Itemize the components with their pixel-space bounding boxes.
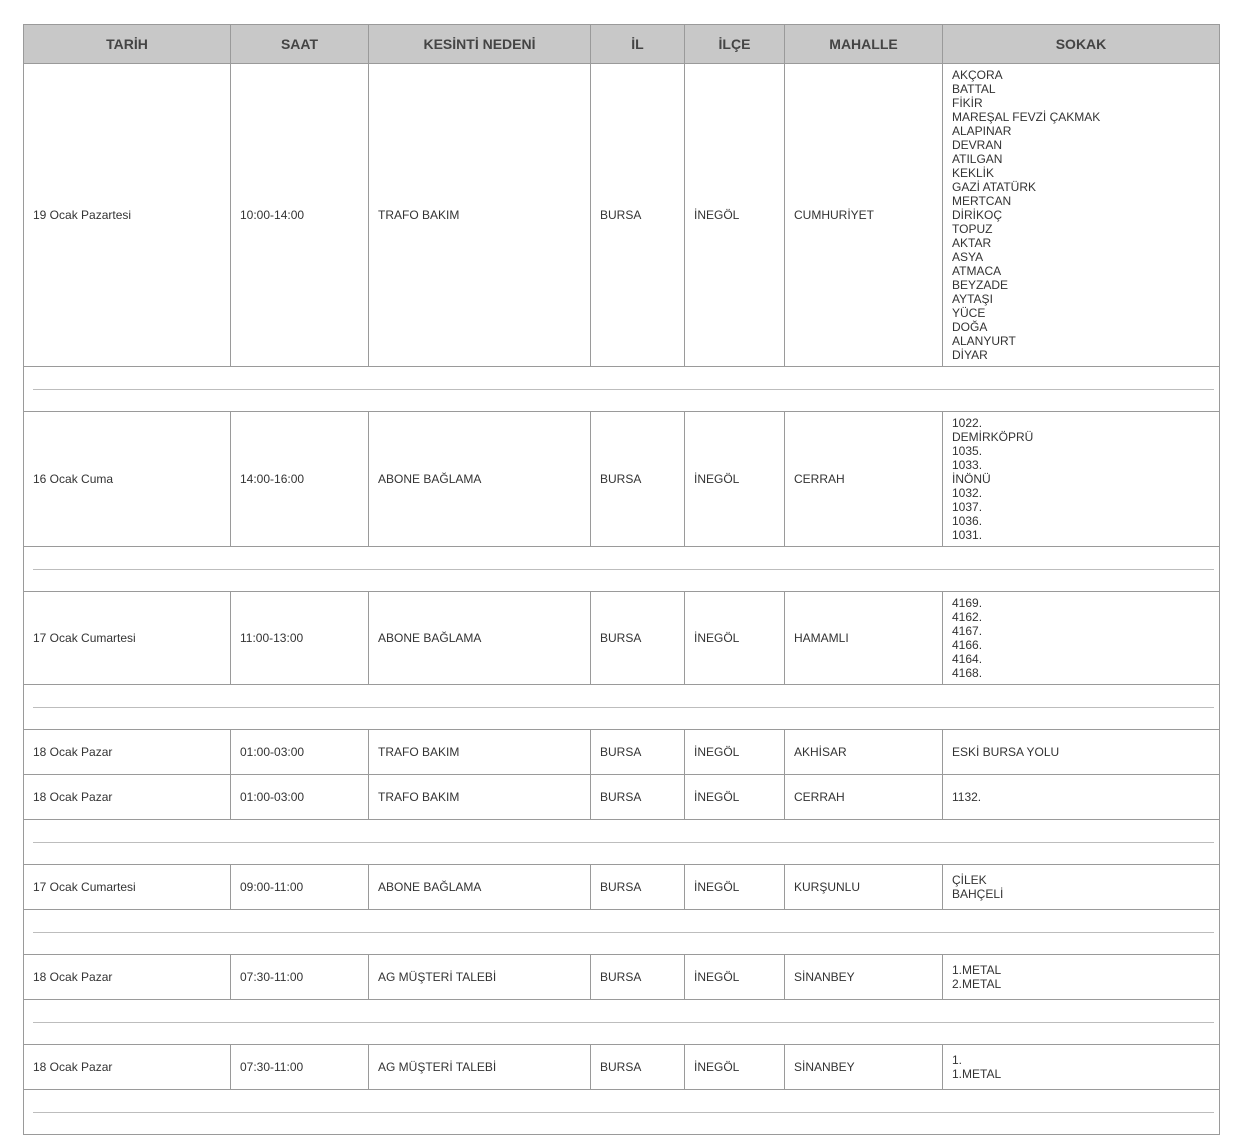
street-name: ASYA: [952, 250, 984, 264]
separator-cell: [24, 1090, 1220, 1135]
street-name: DİRİKOÇ: [952, 208, 1003, 222]
separator-line: [33, 932, 1214, 933]
cell-sokak: [943, 1045, 1220, 1090]
separator-cell: [24, 1000, 1220, 1045]
cell-sokak: [943, 730, 1220, 775]
street-name: 4169.: [952, 596, 983, 610]
cell-sokak: [943, 955, 1220, 1000]
cell-ilce: İNEGÖL: [685, 730, 785, 775]
street-name: ESKİ BURSA YOLU: [952, 745, 1060, 759]
table-row: [24, 64, 1220, 367]
street-name: 1035.: [952, 444, 983, 458]
table-row: [24, 955, 1220, 1000]
header-il: İL: [591, 25, 685, 64]
cell-kesinti-nedeni: AG MÜŞTERİ TALEBİ: [369, 1045, 591, 1090]
street-name: İNÖNÜ: [952, 472, 991, 486]
cell-mahalle: SİNANBEY: [785, 955, 943, 1000]
header-tarih: TARİH: [24, 25, 231, 64]
street-name: 4162.: [952, 610, 983, 624]
separator-cell: [24, 367, 1220, 412]
separator-row: [24, 820, 1220, 865]
table-body: [24, 64, 1220, 1135]
cell-tarih: 19 Ocak Pazartesi: [24, 64, 231, 367]
street-name: ATMACA: [952, 264, 1002, 278]
separator-row: [24, 367, 1220, 412]
street-name: DEMİRKÖPRÜ: [952, 430, 1034, 444]
cell-mahalle: KURŞUNLU: [785, 865, 943, 910]
cell-il: BURSA: [591, 412, 685, 547]
outage-table: [23, 24, 1220, 1135]
cell-mahalle: CUMHURİYET: [785, 64, 943, 367]
cell-ilce: İNEGÖL: [685, 412, 785, 547]
cell-ilce: İNEGÖL: [685, 1045, 785, 1090]
cell-sokak: [943, 592, 1220, 685]
cell-ilce: İNEGÖL: [685, 775, 785, 820]
separator-row: [24, 910, 1220, 955]
street-name: 4164.: [952, 652, 983, 666]
street-name: ATILGAN: [952, 152, 1003, 166]
street-name: AYTAŞI: [952, 292, 993, 306]
street-name: KEKLİK: [952, 166, 995, 180]
cell-ilce: İNEGÖL: [685, 592, 785, 685]
cell-il: BURSA: [591, 955, 685, 1000]
header-kesinti-nedeni: KESİNTİ NEDENİ: [369, 25, 591, 64]
table-row: [24, 1045, 1220, 1090]
separator-row: [24, 685, 1220, 730]
street-name: ÇİLEK: [952, 873, 987, 887]
cell-tarih: 18 Ocak Pazar: [24, 1045, 231, 1090]
separator-line: [33, 1022, 1214, 1023]
cell-tarih: 18 Ocak Pazar: [24, 955, 231, 1000]
cell-mahalle: SİNANBEY: [785, 1045, 943, 1090]
street-name: AKTAR: [952, 236, 992, 250]
header-mahalle: MAHALLE: [785, 25, 943, 64]
cell-saat: 07:30-11:00: [231, 1045, 369, 1090]
table-row: [24, 592, 1220, 685]
street-name: ALANYURT: [952, 334, 1016, 348]
cell-sokak: [943, 865, 1220, 910]
cell-kesinti-nedeni: ABONE BAĞLAMA: [369, 412, 591, 547]
cell-tarih: 18 Ocak Pazar: [24, 775, 231, 820]
street-name: TOPUZ: [952, 222, 993, 236]
separator-line: [33, 707, 1214, 708]
street-name: 1037.: [952, 500, 983, 514]
street-name: YÜCE: [952, 306, 986, 320]
table-row: [24, 865, 1220, 910]
street-name: 1.: [952, 1053, 963, 1067]
cell-kesinti-nedeni: TRAFO BAKIM: [369, 730, 591, 775]
separator-row: [24, 547, 1220, 592]
separator-row: [24, 1000, 1220, 1045]
street-name: 1033.: [952, 458, 983, 472]
cell-sokak: [943, 775, 1220, 820]
cell-il: BURSA: [591, 64, 685, 367]
street-name: DEVRAN: [952, 138, 1003, 152]
cell-saat: 01:00-03:00: [231, 730, 369, 775]
table-row: [24, 730, 1220, 775]
table-header-row: [24, 25, 1220, 64]
header-saat: SAAT: [231, 25, 369, 64]
cell-sokak: [943, 64, 1220, 367]
cell-tarih: 18 Ocak Pazar: [24, 730, 231, 775]
street-name: 1022.: [952, 416, 983, 430]
cell-saat: 07:30-11:00: [231, 955, 369, 1000]
street-name: 4167.: [952, 624, 983, 638]
street-name: BEYZADE: [952, 278, 1009, 292]
separator-line: [33, 842, 1214, 843]
street-name: 1.METAL: [952, 963, 1002, 977]
cell-tarih: 17 Ocak Cumartesi: [24, 865, 231, 910]
header-ilce: İLÇE: [685, 25, 785, 64]
cell-mahalle: CERRAH: [785, 412, 943, 547]
separator-cell: [24, 910, 1220, 955]
cell-kesinti-nedeni: ABONE BAĞLAMA: [369, 592, 591, 685]
separator-cell: [24, 685, 1220, 730]
street-name: MAREŞAL FEVZİ ÇAKMAK: [952, 110, 1101, 124]
street-name: GAZİ ATATÜRK: [952, 180, 1037, 194]
cell-tarih: 17 Ocak Cumartesi: [24, 592, 231, 685]
street-name: 4168.: [952, 666, 983, 680]
separator-line: [33, 1112, 1214, 1113]
street-name: BATTAL: [952, 82, 996, 96]
cell-tarih: 16 Ocak Cuma: [24, 412, 231, 547]
street-name: 2.METAL: [952, 977, 1002, 991]
cell-ilce: İNEGÖL: [685, 64, 785, 367]
street-name: 1032.: [952, 486, 983, 500]
street-name: 1132.: [952, 790, 982, 804]
cell-mahalle: CERRAH: [785, 775, 943, 820]
cell-il: BURSA: [591, 865, 685, 910]
cell-kesinti-nedeni: ABONE BAĞLAMA: [369, 865, 591, 910]
separator-line: [33, 389, 1214, 390]
street-name: ALAPINAR: [952, 124, 1012, 138]
street-name: AKÇORA: [952, 68, 1003, 82]
street-name: FİKİR: [952, 96, 983, 110]
cell-sokak: [943, 412, 1220, 547]
cell-saat: 10:00-14:00: [231, 64, 369, 367]
cell-ilce: İNEGÖL: [685, 865, 785, 910]
cell-saat: 14:00-16:00: [231, 412, 369, 547]
cell-il: BURSA: [591, 775, 685, 820]
table-row: [24, 775, 1220, 820]
cell-mahalle: AKHİSAR: [785, 730, 943, 775]
separator-cell: [24, 547, 1220, 592]
street-name: 1036.: [952, 514, 983, 528]
cell-il: BURSA: [591, 1045, 685, 1090]
cell-kesinti-nedeni: TRAFO BAKIM: [369, 775, 591, 820]
cell-kesinti-nedeni: TRAFO BAKIM: [369, 64, 591, 367]
street-name: DİYAR: [952, 348, 988, 362]
separator-cell: [24, 820, 1220, 865]
header-sokak: SOKAK: [943, 25, 1220, 64]
cell-saat: 11:00-13:00: [231, 592, 369, 685]
cell-saat: 01:00-03:00: [231, 775, 369, 820]
street-name: 4166.: [952, 638, 983, 652]
street-name: 1031.: [952, 528, 983, 542]
cell-il: BURSA: [591, 592, 685, 685]
separator-row: [24, 1090, 1220, 1135]
table-row: [24, 412, 1220, 547]
separator-line: [33, 569, 1214, 570]
cell-il: BURSA: [591, 730, 685, 775]
street-name: DOĞA: [952, 320, 988, 334]
street-name: 1.METAL: [952, 1067, 1002, 1081]
street-name: MERTCAN: [952, 194, 1012, 208]
street-name: BAHÇELİ: [952, 887, 1004, 901]
cell-kesinti-nedeni: AG MÜŞTERİ TALEBİ: [369, 955, 591, 1000]
cell-mahalle: HAMAMLI: [785, 592, 943, 685]
cell-ilce: İNEGÖL: [685, 955, 785, 1000]
cell-saat: 09:00-11:00: [231, 865, 369, 910]
